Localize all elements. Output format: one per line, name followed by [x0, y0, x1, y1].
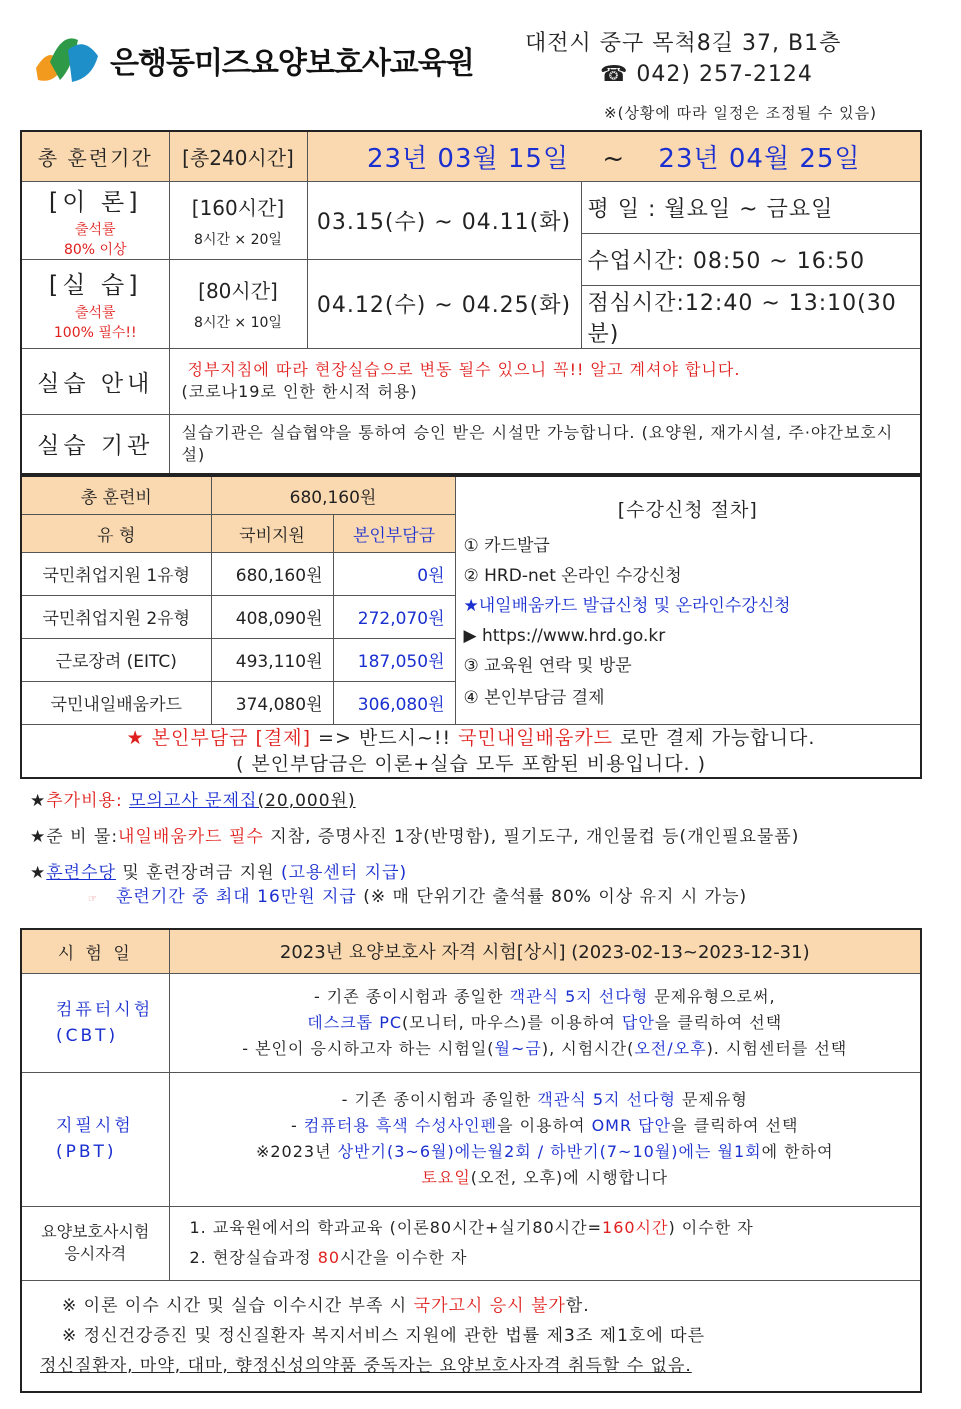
theory-period: 03.15(수) ~ 04.11(화) — [307, 181, 581, 259]
lunch-time: 점심시간:12:40 ~ 13:10(30분) — [581, 285, 921, 348]
col-gov: 국비지원 — [211, 514, 333, 552]
organization-name: 은행동미즈요양보호사교육원 — [110, 46, 474, 81]
enrollment-steps: [수강신청 절차] ① 카드발급 ② HRD-net 온라인 수강신청 ★내일배움카드 발급신청 및 온라인수강신청 ▶ https://www.hrd.go.kr ③ 교육원 연락 및 방문 ④ 본인부담금 결제 — [455, 476, 921, 724]
exam-date-value: 2023년 요양보호사 자격 시험[상시] (2023-02-13~2023-12-31) — [169, 929, 921, 973]
total-period-dates: 23년 03월 15일 ~ 23년 04월 25일 — [307, 131, 921, 181]
extra-cost: ★추가비용: 모의고사 문제집(20,000원) — [30, 791, 356, 811]
table-row: 국민내일배움카드 374,080원 306,080원 — [21, 681, 921, 724]
start-date: 23년 03월 15일 — [366, 143, 570, 174]
phone: ☎ 042) 257-2124 — [600, 62, 813, 87]
practice-org-text: 실습기관은 실습협약을 통하여 승인 받은 시설만 가능합니다. (요양원, 재가시설, 주·야간보호시설) — [169, 414, 921, 474]
theory-hours: [160시간] 8시간 × 20일 — [169, 181, 307, 259]
address: 대전시 중구 목척8길 37, B1층 — [525, 31, 842, 56]
page-header — [0, 0, 961, 130]
qualification-label: 요양보호사시험 응시자격 — [21, 1206, 169, 1280]
table-row: 근로장려 (EITC) 493,110원 187,050원 — [21, 638, 921, 681]
total-fee-value: 680,160원 — [211, 476, 455, 514]
cbt-label: 컴퓨터시험 (CBT) — [21, 973, 169, 1072]
exam-table — [20, 928, 922, 1393]
practice-org-label: 실습 기관 — [21, 414, 169, 474]
table-row: 국민취업지원 1유형 680,160원 0원 — [21, 552, 921, 595]
theory-label-cell: [이 론] 출석률 80% 이상 — [21, 181, 169, 259]
exam-date-label: 시 험 일 — [21, 929, 169, 973]
supplies: ★준 비 물:내일배움카드 필수 지참, 증명사진 1장(반명함), 필기도구, 개인물컵 등(개인필요물품) — [30, 827, 800, 847]
cbt-description: - 기존 종이시험과 종일한 객관식 5지 선다형 문제유형으로써, 데스크톱 PC(모니터, 마우스)를 이용하여 답안을 클릭하여 선택 - 본인이 응시하고자 하는 시험일(월~금), 시험시간(오전/오후). 시험센터를 선택 — [169, 973, 921, 1072]
training-schedule-table — [20, 130, 922, 475]
payment-notice: ★ 본인부담금 [결제] => 반드시~!! 국민내일배움카드 로만 결제 가능합니다. ( 본인부담금은 이론+실습 모두 포함된 비용입니다. ) — [21, 724, 921, 778]
table-row: 국민취업지원 2유형 408,090원 272,070원 — [21, 595, 921, 638]
total-fee-label: 총 훈련비 — [21, 476, 211, 514]
total-period-label: 총 훈련기간 — [21, 131, 169, 181]
practice-guide-text: 정부지침에 따라 현장실습으로 변동 될수 있으니 꼭!! 알고 계셔야 합니다. (코로나19로 인한 한시적 허용) — [169, 348, 921, 414]
practice-guide-label: 실습 안내 — [21, 348, 169, 414]
class-time: 수업시간: 08:50 ~ 16:50 — [581, 233, 921, 285]
pbt-description: - 기존 종이시험과 종일한 객관식 5지 선다형 문제유형 - 컴퓨터용 흑색 수성사인펜을 이용하여 OMR 답안을 클릭하여 선택 ※2023년 상반기(3~6월)에는월2회 / 하반기(7~10월)에는 월1회에 한하여 토요일(오전, 오후)에 시행합니다 — [169, 1072, 921, 1206]
organization-logo — [32, 28, 104, 90]
weekday-info: 평 일 : 월요일 ~ 금요일 — [581, 181, 921, 233]
training-allowance-detail: ☞ 훈련기간 중 최대 16만원 지급 (※ 매 단위기간 출석률 80% 이상 유지 시 가능) — [88, 887, 748, 907]
schedule-notice: ※(상황에 따라 일정은 조정될 수 있음) — [604, 104, 877, 122]
col-type: 유 형 — [21, 514, 211, 552]
practice-label-cell: [실 습] 출석률 100% 필수!! — [21, 259, 169, 348]
pbt-label: 지필시험 (PBT) — [21, 1072, 169, 1206]
practice-period: 04.12(수) ~ 04.25(화) — [307, 259, 581, 348]
total-hours: [총240시간] — [169, 131, 307, 181]
exam-notes: ※ 이론 이수 시간 및 실습 이수시간 부족 시 국가고시 응시 불가함. ※ 정신건강증진 및 정신질환자 복지서비스 지원에 관한 법률 제3조 제1호에 따른 정신질환자, 마약, 대마, 향정신성의약품 중독자는 요양보호사자격 취득할 수 없음. — [21, 1280, 921, 1392]
end-date: 23년 04월 25일 — [658, 143, 861, 174]
training-allowance: ★훈련수당 및 훈련장려금 지원 (고용센터 지급) — [30, 863, 408, 883]
col-self: 본인부담금 — [333, 514, 455, 552]
telephone-icon: ☎ — [600, 62, 629, 87]
fees-table — [20, 475, 922, 779]
arrow-icon: ☞ — [88, 894, 98, 905]
practice-hours: [80시간] 8시간 × 10일 — [169, 259, 307, 348]
qualification-text: 1. 교육원에서의 학과교육 (이론80시간+실기80시간=160시간) 이수한 자 2. 현장실습과정 80시간을 이수한 자 — [169, 1206, 921, 1280]
